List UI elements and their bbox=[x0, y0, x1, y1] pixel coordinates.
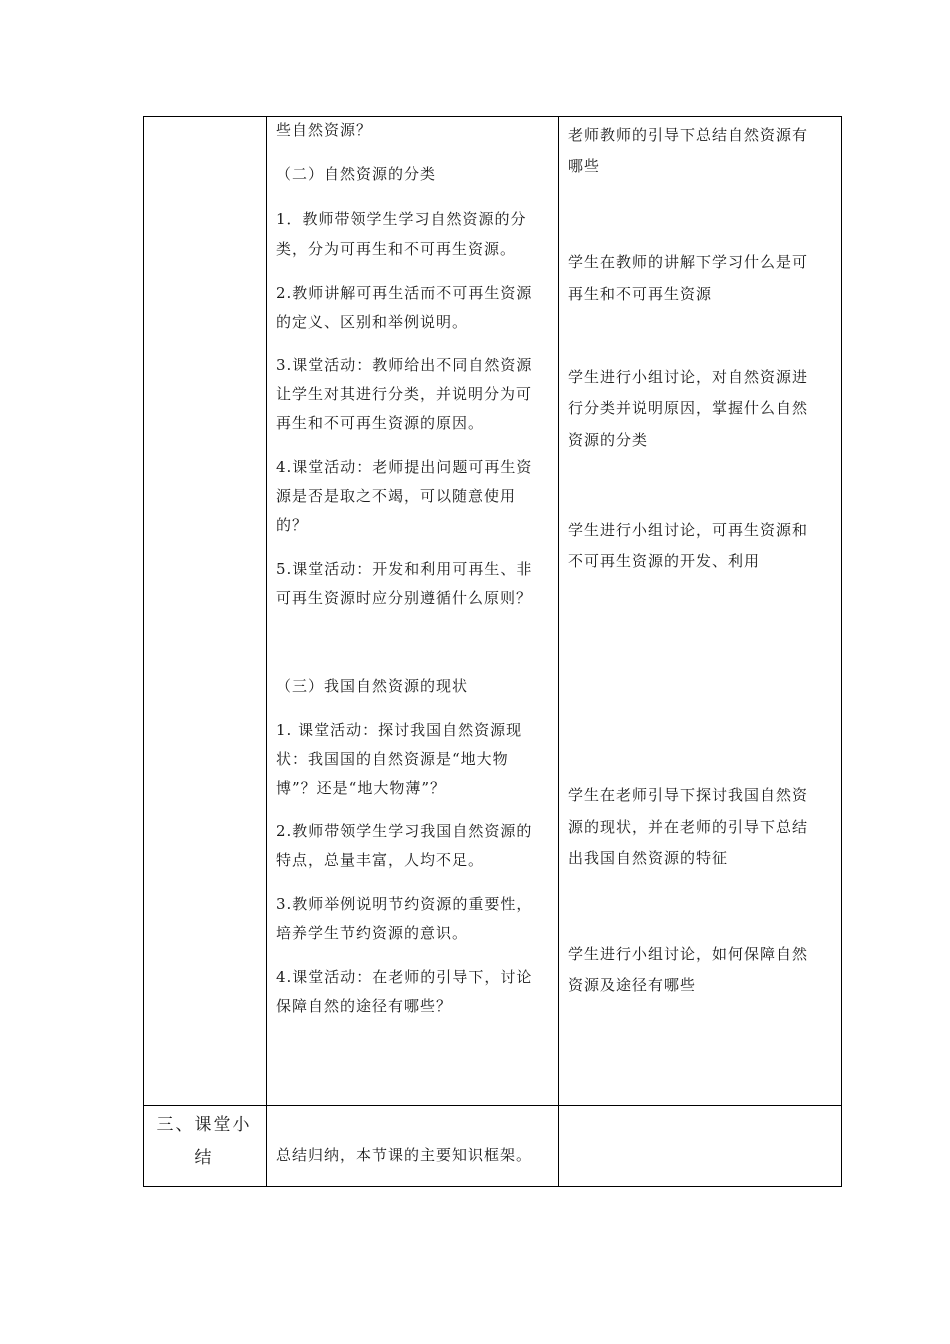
table-right-border bbox=[841, 116, 842, 1187]
paragraph-line: 4.课堂活动：在老师的引导下，讨论 bbox=[276, 968, 533, 986]
paragraph-line: 不可再生资源的开发、利用 bbox=[568, 552, 761, 570]
paragraph-line: 学生进行小组讨论，可再生资源和 bbox=[568, 521, 809, 539]
paragraph-line: 博”？还是“地大物薄”？ bbox=[276, 779, 447, 797]
paragraph-line: 行分类并说明原因，掌握什么自然 bbox=[568, 399, 809, 417]
row-divider bbox=[143, 1105, 842, 1106]
paragraph-line: 学生进行小组讨论，如何保障自然 bbox=[568, 945, 809, 963]
table-bottom-border bbox=[143, 1186, 842, 1187]
paragraph-line: 保障自然的途径有哪些？ bbox=[276, 997, 453, 1015]
section-label-line: 结 bbox=[194, 1148, 214, 1168]
col-divider-2 bbox=[558, 116, 559, 1187]
paragraph-line: 源的现状，并在老师的引导下总结 bbox=[568, 818, 809, 836]
paragraph-line: 再生和不可再生资源 bbox=[568, 285, 713, 303]
subsection-heading: （三）我国自然资源的现状 bbox=[276, 677, 469, 695]
paragraph-line: 2.教师带领学生学习我国自然资源的 bbox=[276, 822, 533, 840]
paragraph-line: 状：我国国的自然资源是“地大物 bbox=[276, 750, 509, 768]
summary-content: 总结归纳，本节课的主要知识框架。 bbox=[276, 1146, 533, 1164]
paragraph-line: 源是否是取之不竭，可以随意使用 bbox=[276, 487, 517, 505]
section-label-line: 三、课堂小 bbox=[156, 1115, 252, 1135]
paragraph-line: 4.课堂活动：老师提出问题可再生资 bbox=[276, 458, 533, 476]
paragraph-line: 3.教师举例说明节约资源的重要性， bbox=[276, 895, 533, 913]
paragraph-line: 培养学生节约资源的意识。 bbox=[276, 924, 469, 942]
col-divider-1 bbox=[266, 116, 267, 1187]
paragraph-line: 学生进行小组讨论，对自然资源进 bbox=[568, 368, 809, 386]
paragraph-line: 可再生资源时应分别遵循什么原则？ bbox=[276, 589, 533, 607]
table-left-border bbox=[143, 116, 144, 1187]
paragraph-line: 1. 课堂活动：探讨我国自然资源现 bbox=[276, 721, 523, 739]
paragraph-line: 些自然资源？ bbox=[276, 121, 373, 139]
paragraph-line: 特点，总量丰富，人均不足。 bbox=[276, 851, 485, 869]
paragraph-line: 的定义、区别和举例说明。 bbox=[276, 313, 469, 331]
paragraph-line: 资源的分类 bbox=[568, 431, 649, 449]
subsection-heading: （二）自然资源的分类 bbox=[276, 165, 437, 183]
paragraph-line: 类，分为可再生和不可再生资源。 bbox=[276, 240, 517, 258]
paragraph-line: 让学生对其进行分类，并说明分为可 bbox=[276, 385, 533, 403]
paragraph-line: 5.课堂活动：开发和利用可再生、非 bbox=[276, 560, 533, 578]
table-top-border bbox=[143, 116, 842, 117]
paragraph-line: 再生和不可再生资源的原因。 bbox=[276, 414, 485, 432]
paragraph-line: 学生在老师引导下探讨我国自然资 bbox=[568, 786, 809, 804]
paragraph-line: 出我国自然资源的特征 bbox=[568, 849, 729, 867]
paragraph-line: 学生在教师的讲解下学习什么是可 bbox=[568, 253, 809, 271]
paragraph-line: 1．教师带领学生学习自然资源的分 bbox=[276, 210, 527, 228]
paragraph-line: 的？ bbox=[276, 516, 309, 534]
paragraph-line: 2.教师讲解可再生活而不可再生资源 bbox=[276, 284, 533, 302]
paragraph-line: 资源及途径有哪些 bbox=[568, 976, 697, 994]
paragraph-line: 老师教师的引导下总结自然资源有 bbox=[568, 126, 809, 144]
paragraph-line: 3.课堂活动：教师给出不同自然资源 bbox=[276, 356, 533, 374]
paragraph-line: 哪些 bbox=[568, 157, 601, 175]
